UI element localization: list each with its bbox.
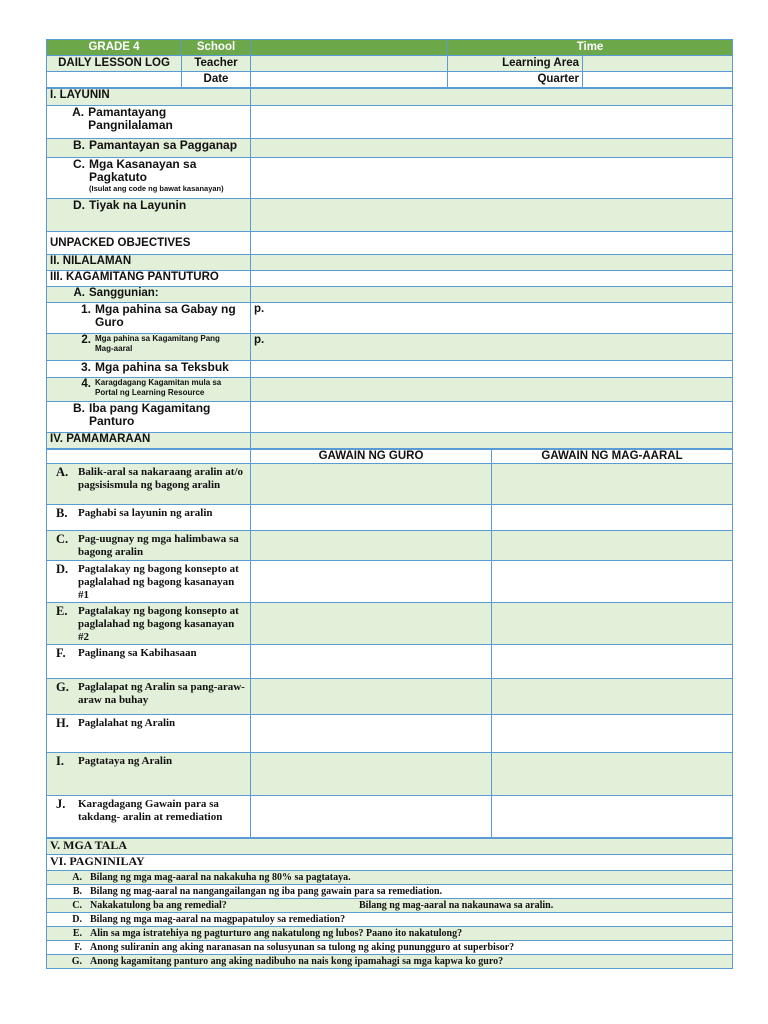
procedure-letter: I. [56,754,64,768]
reflection-text: Anong kagamitang panturo ang aking nadibuho na nais kong ipamahagi sa mga kapwa ko guro? [90,955,504,967]
procedure-letter: H. [56,716,69,730]
section-nilalaman: II. NILALAMAN [47,255,251,271]
reflection-text: Anong suliranin ang aking naranasan na solusyunan sa tulong ng aking punungguro at superbisor? [90,941,515,953]
section-layunin: I. LAYUNIN [47,89,251,106]
procedure-row-label [47,645,251,679]
learning-area-label: Learning Area [448,56,583,72]
nilalaman-value[interactable] [251,255,733,271]
objectives-table [46,88,733,449]
reflection-letter: A. [72,871,82,883]
reflection-text: Nakakatulong ba ang remedial? [90,899,227,911]
procedure-row-label [47,753,251,796]
procedure-text: Paglinang sa Kabihasaan [78,647,197,659]
teacher-value[interactable] [251,56,448,72]
date-label: Date [182,72,251,88]
gawain-ng-mag-aaral-cell[interactable] [492,531,733,561]
grade-cell [47,40,182,56]
gawain-ng-guro-cell[interactable] [251,464,492,505]
daily-lesson-log-title: DAILY LESSON LOG [47,56,182,72]
row-portal-learning-resource: 4. Karagdagang Kagamitan mula sa Portal ng Learning Resource [47,378,251,402]
row-kagamitang-pang-mag-aaral: 2. Mga pahina sa Kagamitang Pang Mag-aaral [47,334,251,361]
gawain-ng-guro-cell[interactable] [251,603,492,645]
reflection-row[interactable] [47,899,733,913]
gawain-ng-guro-cell[interactable] [251,505,492,531]
grade-label: GRADE 4 [88,41,140,53]
reflection-row[interactable] [47,955,733,969]
gawain-ng-guro-cell[interactable] [251,753,492,796]
quarter-value[interactable] [583,72,733,88]
procedure-row-label [47,531,251,561]
procedure-row-label [47,796,251,838]
procedure-letter: F. [56,646,66,660]
procedure-letter: E. [56,604,68,618]
row-iba-pang-kagamitan: B. Iba pang Kagamitang Panturo [47,402,251,433]
teacher-label: Teacher [182,56,251,72]
date-value[interactable] [251,72,448,88]
kagamitang-pantuturo-value[interactable] [251,271,733,287]
row-unpacked-objectives: UNPACKED OBJECTIVES [47,232,251,255]
procedure-letter: D. [56,562,69,576]
gawain-ng-mag-aaral-cell[interactable] [492,603,733,645]
layunin-value[interactable] [251,89,733,106]
reflection-row[interactable] [47,927,733,941]
procedure-text: Pagtataya ng Aralin [78,755,173,767]
gawain-ng-mag-aaral-cell[interactable] [492,715,733,753]
procedure-letter: C. [56,532,69,546]
gabay-ng-guro-value[interactable]: p. [251,303,733,334]
procedure-header-blank [47,450,251,464]
blank-cell [47,72,182,88]
school-value[interactable] [251,40,448,56]
teksbuk-value[interactable] [251,361,733,378]
procedure-text: Paghabi sa layunin ng aralin [78,507,213,519]
gawain-ng-mag-aaral-cell[interactable] [492,561,733,603]
gawain-ng-mag-aaral-cell[interactable] [492,679,733,715]
reflection-letter: E. [72,927,82,939]
reflection-letter: C. [72,899,82,911]
reflection-letter: G. [71,955,82,967]
row-pamantayang-pangnilalaman: A. Pamantayang Pangnilalaman [47,106,251,139]
reflection-letter: F. [74,941,82,953]
reflection-row[interactable] [47,941,733,955]
procedure-row-label [47,464,251,505]
reflection-table [46,838,733,969]
procedure-letter: A. [56,465,69,479]
pamamaraan-value[interactable] [251,433,733,449]
reflection-letter: B. [72,885,82,897]
reflection-row[interactable] [47,871,733,885]
pamantayan-sa-pagganap-value[interactable] [251,139,733,158]
daily-lesson-log-form [46,39,732,969]
mga-kasanayan-value[interactable] [251,158,733,199]
reflection-text: Bilang ng mga mag-aaral na nakakuha ng 80% sa pagtataya. [90,871,351,883]
tiyak-na-layunin-value[interactable] [251,199,733,232]
gawain-ng-guro-cell[interactable] [251,561,492,603]
pamantayang-pangnilalaman-value[interactable] [251,106,733,139]
section-mga-tala: V. MGA TALA [47,839,733,855]
reflection-text: Bilang ng mga mag-aaral na magpapatuloy sa remediation? [90,913,346,925]
gawain-ng-guro-cell[interactable] [251,715,492,753]
gawain-ng-mag-aaral-cell[interactable] [492,753,733,796]
procedure-text: Balik-aral sa nakaraang aralin at/o pagsisismula ng bagong aralin [78,466,244,491]
section-pamamaraan: IV. PAMAMARAAN [47,433,251,449]
row-gabay-ng-guro: 1. Mga pahina sa Gabay ng Guro [47,303,251,334]
quarter-label: Quarter [448,72,583,88]
row-sanggunian: A. Sanggunian: [47,287,251,303]
gawain-ng-mag-aaral-cell[interactable] [492,796,733,838]
section-pagninilay: VI. PAGNINILAY [47,855,733,871]
gawain-ng-mag-aaral-cell[interactable] [492,645,733,679]
procedure-row-label [47,715,251,753]
gawain-ng-guro-cell[interactable] [251,796,492,838]
header-table [46,39,733,88]
iba-pang-kagamitan-value[interactable] [251,402,733,433]
reflection-letter: D. [72,913,82,925]
procedure-text: Pagtalakay ng bagong konsepto at paglalahad ng bagong kasanayan #2 [78,605,239,643]
procedure-row-label [47,561,251,603]
sanggunian-value[interactable] [251,287,733,303]
row-mga-kasanayan: C. Mga Kasanayan sa Pagkatuto (Isulat ang code ng bawat kasanayan) [47,158,251,199]
learning-area-value[interactable] [583,56,733,72]
reflection-text: Bilang ng mag-aaral na nangangailangan ng iba pang gawain para sa remediation. [90,885,443,897]
gawain-ng-mag-aaral-header: GAWAIN NG MAG-AARAL [492,450,733,464]
procedure-text: Paglalapat ng Aralin sa pang-araw-araw na buhay [78,681,245,706]
procedure-text: Paglalahat ng Aralin [78,717,176,729]
portal-learning-resource-value[interactable] [251,378,733,402]
procedure-text: Karagdagang Gawain para sa takdang- aralin at remediation [78,798,223,823]
gawain-ng-guro-cell[interactable] [251,679,492,715]
reflection-text: Alin sa mga istratehiya ng pagturturo ang nakatulong ng lubos? Paano ito nakatulong? [90,927,463,939]
procedure-letter: G. [56,680,69,694]
time-label: Time [448,40,733,56]
procedure-row-label [47,603,251,645]
reflection-text-secondary: Bilang ng mag-aaral na nakaunawa sa aralin. [359,899,554,911]
procedure-letter: J. [56,797,66,811]
procedure-text: Pag-uugnay ng mga halimbawa sa bagong aralin [78,533,239,558]
procedure-letter: B. [56,506,68,520]
gawain-ng-guro-cell[interactable] [251,531,492,561]
procedure-row-label [47,505,251,531]
reflection-row[interactable] [47,885,733,899]
row-teksbuk: 3. Mga pahina sa Teksbuk [47,361,251,378]
procedure-row-label [47,679,251,715]
row-pamantayan-sa-pagganap: B. Pamantayan sa Pagganap [47,139,251,158]
gawain-ng-mag-aaral-cell[interactable] [492,505,733,531]
gawain-ng-guro-header: GAWAIN NG GURO [251,450,492,464]
procedure-table [46,449,733,838]
school-label: School [182,40,251,56]
section-kagamitang-pantuturo: III. KAGAMITANG PANTUTURO [47,271,251,287]
gawain-ng-mag-aaral-cell[interactable] [492,464,733,505]
procedure-text: Pagtalakay ng bagong konsepto at paglalahad ng bagong kasanayan #1 [78,563,239,601]
reflection-row[interactable] [47,913,733,927]
kagamitang-pang-mag-aaral-value[interactable]: p. [251,334,733,361]
kasanayan-note: (Isulat ang code ng bawat kasanayan) [89,184,224,193]
unpacked-objectives-value[interactable] [251,232,733,255]
row-tiyak-na-layunin: D. Tiyak na Layunin [47,199,251,232]
gawain-ng-guro-cell[interactable] [251,645,492,679]
